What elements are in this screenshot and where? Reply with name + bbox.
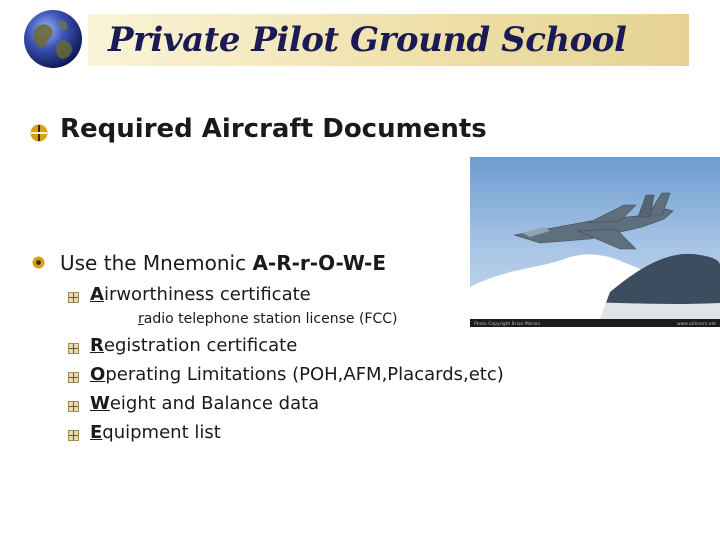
mnemonic-prefix: Use the Mnemonic bbox=[60, 251, 253, 275]
compass-bullet-icon bbox=[30, 124, 48, 142]
section-heading: Required Aircraft Documents bbox=[60, 114, 487, 144]
list-item: Operating Limitations (POH,AFM,Placards,etc) bbox=[90, 364, 504, 385]
page-title: Private Pilot Ground School bbox=[108, 20, 627, 60]
photo-credit-right: www.airliners.net bbox=[676, 322, 716, 327]
list-subitem: radio telephone station license (FCC) bbox=[138, 311, 398, 327]
square-bullet-icon bbox=[68, 372, 79, 383]
list-item: Weight and Balance data bbox=[90, 393, 320, 414]
mnemonic-line bbox=[60, 251, 386, 275]
round-bullet-icon bbox=[32, 256, 45, 269]
globe-icon bbox=[22, 8, 84, 70]
square-bullet-icon bbox=[68, 292, 79, 303]
square-bullet-icon bbox=[68, 401, 79, 412]
list-item: Airworthiness certificate bbox=[90, 284, 311, 305]
mnemonic-value: A-R-r-O-W-E bbox=[252, 251, 386, 275]
list-item: Equipment list bbox=[90, 422, 221, 443]
fighter-jet-photo bbox=[470, 157, 720, 327]
photo-credit-left: Photo Copyright Brian Marion bbox=[474, 322, 541, 327]
square-bullet-icon bbox=[68, 430, 79, 441]
list-item: Registration certificate bbox=[90, 335, 298, 356]
square-bullet-icon bbox=[68, 343, 79, 354]
